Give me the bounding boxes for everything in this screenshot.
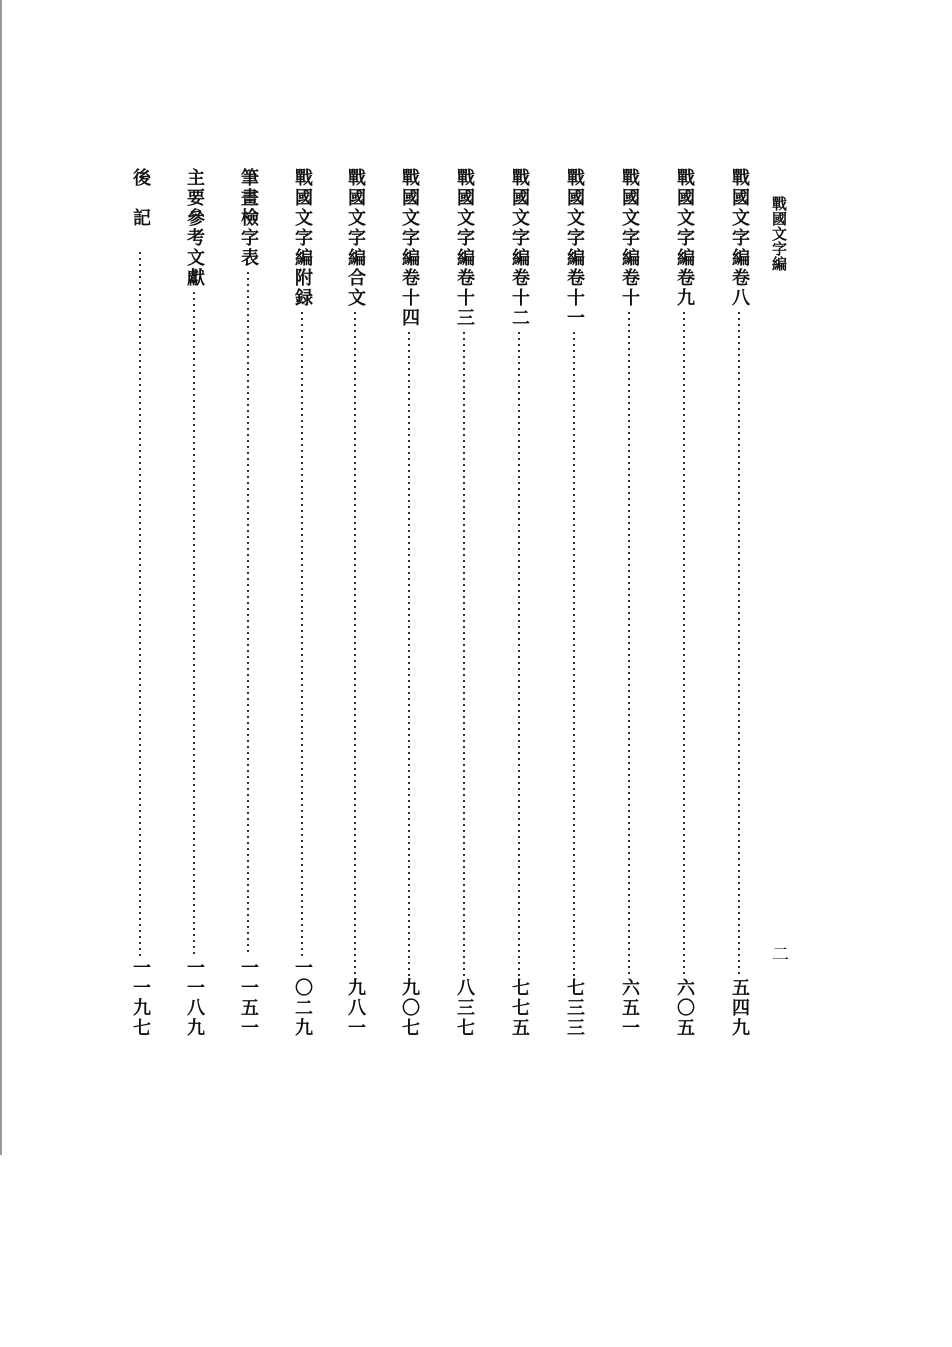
- toc-entry[interactable]: [398, 168, 420, 1038]
- toc-entry[interactable]: [344, 168, 366, 1038]
- toc-entry[interactable]: [183, 168, 205, 1038]
- toc-entry[interactable]: [508, 168, 530, 1038]
- dot-leader: [573, 330, 575, 976]
- dot-leader: [247, 270, 249, 956]
- toc-entry-title: 戰國文字編附録: [292, 168, 313, 308]
- toc-entry-page: 六五一: [619, 978, 640, 1038]
- dot-leader: [408, 330, 410, 976]
- toc-entry-page: 一一五一: [238, 958, 259, 1038]
- dot-leader: [738, 310, 740, 976]
- toc-entry[interactable]: [129, 168, 151, 1038]
- page-edge-line: [0, 0, 2, 1155]
- dot-leader: [463, 330, 465, 976]
- toc-entry-page: 一〇二九: [292, 958, 313, 1038]
- toc-entry-page: 九〇七: [399, 978, 420, 1038]
- toc-entry-title: 戰國文字編卷十三: [454, 168, 475, 328]
- dot-leader: [301, 310, 303, 956]
- toc-entry-title: 戰國文字編合文: [345, 168, 366, 308]
- dot-leader: [683, 310, 685, 976]
- toc-entry-title: 戰國文字編卷八: [729, 168, 750, 308]
- dot-leader: [354, 310, 356, 976]
- running-title: 戰國文字編: [770, 196, 788, 271]
- toc-entry-page: 五四九: [729, 978, 750, 1038]
- toc-entry[interactable]: [618, 168, 640, 1038]
- toc-entry-title: 戰國文字編卷九: [674, 168, 695, 308]
- toc-entry-title: 戰國文字編卷十四: [399, 168, 420, 328]
- toc-entry[interactable]: [237, 168, 259, 1038]
- dot-leader: [139, 250, 141, 956]
- toc-entry-title: 戰國文字編卷十: [619, 168, 640, 308]
- toc-entry-title: 主要參考文獻: [184, 168, 205, 288]
- toc-entry-page: 七七五: [509, 978, 530, 1038]
- toc-entry-title: 戰國文字編卷十二: [509, 168, 530, 328]
- toc-entry-page: 九八一: [345, 978, 366, 1038]
- toc-entry[interactable]: [453, 168, 475, 1038]
- toc-entry[interactable]: [728, 168, 750, 1038]
- toc-entry-page: 七三三: [564, 978, 585, 1038]
- dot-leader: [628, 310, 630, 976]
- toc-entry-title: 戰國文字編卷十一: [564, 168, 585, 328]
- toc-entry[interactable]: [563, 168, 585, 1038]
- toc-entry[interactable]: [291, 168, 313, 1038]
- toc-entry-page: 八三七: [454, 978, 475, 1038]
- dot-leader: [193, 290, 195, 956]
- toc-entry-page: 一一九七: [130, 958, 151, 1038]
- toc-entry-page: 六〇五: [674, 978, 695, 1038]
- toc-entry-title: 筆畫檢字表: [238, 168, 259, 268]
- toc-entry-page: 一一八九: [184, 958, 205, 1038]
- toc-entry[interactable]: [673, 168, 695, 1038]
- dot-leader: [518, 330, 520, 976]
- toc-entry-title: 後記: [130, 168, 151, 248]
- page-number: 二: [768, 945, 788, 962]
